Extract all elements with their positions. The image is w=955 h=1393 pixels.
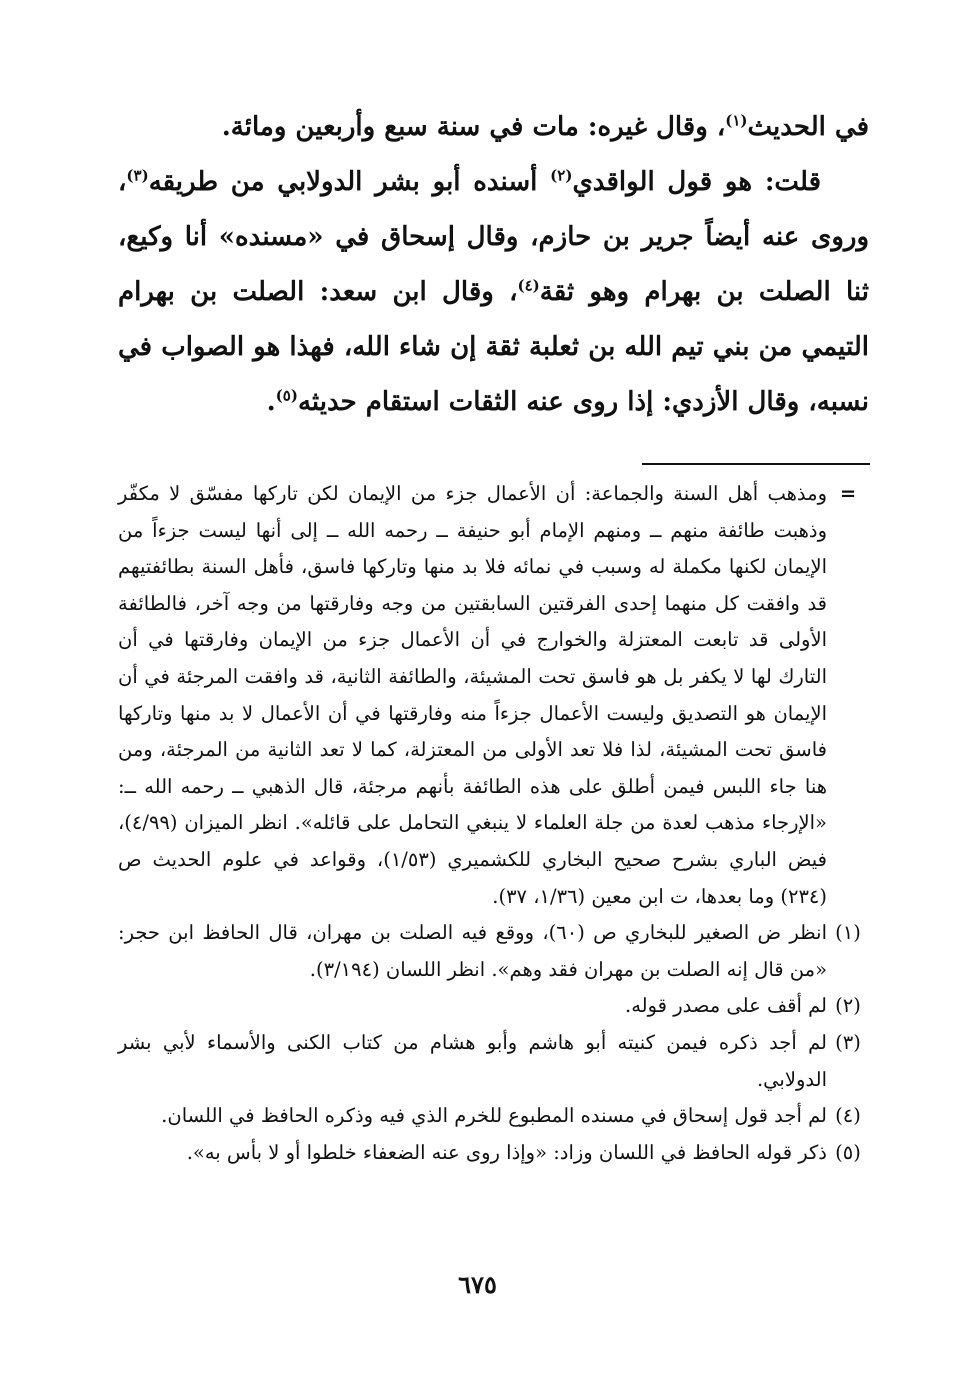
- continuation-mark: =: [839, 482, 857, 505]
- page-number: ٦٧٥: [458, 1270, 497, 1299]
- paragraph-1: [118, 100, 869, 155]
- footnote-number: (٣): [835, 1030, 861, 1054]
- footnote-text: لم أجد ذكره فيمن كنيته أبو هاشم وأبو هشام من كتاب الكنى والأسماء لأبي بشر الدولابي.: [118, 1030, 827, 1091]
- footnote-ref-2: (٢): [550, 166, 573, 185]
- footnote-number: (٤): [835, 1104, 861, 1128]
- paragraph-2-part-a: قلت: هو قول الواقدي: [572, 167, 821, 197]
- footnote-ref-4: (٤): [517, 276, 540, 295]
- footnote-divider: [642, 463, 870, 465]
- footnote-ref-5: (٥): [275, 386, 298, 405]
- footnote-text: لم أجد قول إسحاق في مسنده المطبوع للخرم الذي فيه وذكره الحافظ في اللسان.: [161, 1104, 827, 1128]
- paragraph-2: [118, 155, 869, 430]
- footnote-2: [118, 988, 869, 1025]
- footnote-4: [118, 1098, 869, 1135]
- continuation-text: ومذهب أهل السنة والجماعة: أن الأعمال جزء من الإيمان لكن تاركها مفسّق لا مكفّر وذهبت طائفة منهم ــ ومنهم الإمام أبو حنيفة ــ رحمه الله ــ إلى أنها ليست جزءاً من الإيمان لكنها مكملة له وسبب في نمائه فلا بد منها وتاركها فاسق، فأهل السنة بطائفتيهم قد وافقت كل منهما إحدى الفرقتين السابقتين من وجه وفارقتها من وجه آخر، فالطائفة الأولى قد تابعت المعتزلة والخوارج في أن الأعمال جزء من الإيمان وفارقتها في أن التارك لها لا يكفر بل هو فاسق تحت المشيئة، والطائفة الثانية، قد وافقت المرجئة في أن الإيمان هو التصديق وليست الأعمال جزءاً منه وفارقتها في أن الأعمال لا بد منها وتاركها فاسق تحت المشيئة، لذا فلا تعد الأولى من المعتزلة، كما لا تعد الثانية من المرجئة، ومن هنا جاء اللبس فيمن أطلق على هذه الطائفة بأنهم مرجئة، قال الذهبي ــ رحمه الله ــ: «الإرجاء مذهب لعدة من جلة العلماء لا ينبغي التحامل على قائله». انظر الميزان (٤/٩٩)، فيض الباري بشرح صحيح البخاري للكشميري (١/٥٣)، وقواعد في علوم الحديث ص (٢٣٤) وما بعدها، ت ابن معين (١/٣٦، ٣٧).: [118, 482, 827, 908]
- footnote-number: (٢): [835, 994, 861, 1018]
- footnote-ref-3: (٣): [126, 166, 149, 185]
- footnote-number: (٥): [835, 1140, 861, 1164]
- main-text: [118, 100, 869, 430]
- paragraph-1-text-cont: ، وقال غيره: مات في سنة سبع وأربعين ومائة.: [221, 112, 726, 142]
- footnote-5: [118, 1135, 869, 1172]
- footnote-text: انظر ض الصغير للبخاري ص (٦٠)، ووقع فيه الصلت بن مهران، قال الحافظ ابن حجر: «من قال إنه الصلت بن مهران فقد وهم». انظر اللسان (٣/١٩٤).: [118, 921, 827, 981]
- footnote-1: [118, 915, 869, 988]
- paragraph-1-text: في الحديث: [747, 112, 869, 142]
- footnote-3: [118, 1025, 869, 1098]
- paragraph-2-part-b: أسنده أبو بشر الدولابي من طريقه: [148, 167, 551, 197]
- footnote-continuation: [118, 476, 869, 915]
- paragraph-2-part-c: ، وروى عنه أيضاً جرير بن حازم، وقال إسحاق في «مسنده» أنا وكيع، ثنا الصلت بن بهرام وهو ثقة: [118, 167, 869, 307]
- footnotes-section: [118, 476, 869, 1171]
- footnote-text: لم أقف على مصدر قوله.: [625, 994, 827, 1018]
- footnote-ref-1: (١): [725, 111, 748, 130]
- paragraph-2-part-d: ، وقال ابن سعد: الصلت بن بهرام التيمي من بني تيم الله بن ثعلبة ثقة إن شاء الله، فهذا هو الصواب في نسبه، وقال الأزدي: إذا روى عنه الثقات استقام حديثه: [118, 277, 869, 417]
- footnote-text: ذكر قوله الحافظ في اللسان وزاد: «وإذا روى عنه الضعفاء خلطوا أو لا بأس به».: [186, 1140, 827, 1164]
- paragraph-2-part-e: .: [266, 387, 276, 417]
- footnote-number: (١): [835, 921, 861, 945]
